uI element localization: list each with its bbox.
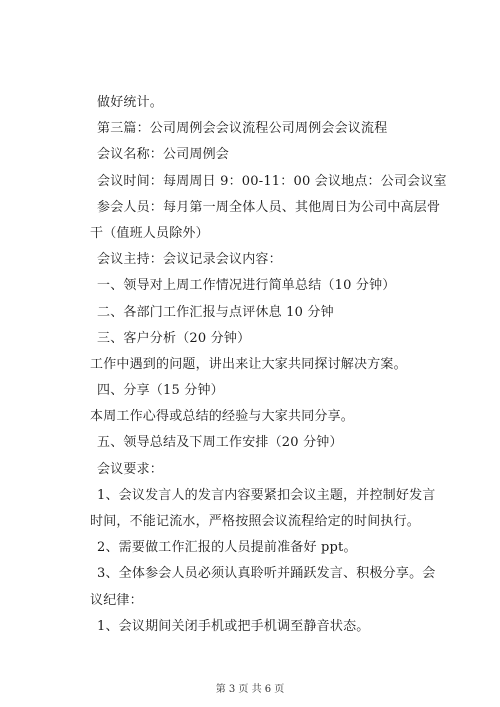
text-line: 会议主持：会议记录会议内容： (97, 252, 282, 268)
text-line: 工作中遇到的问题，讲出来让大家共同探讨解决方案。 (90, 356, 407, 372)
list-item: 3、全体参会人员必须认真聆听并踊跃发言、积极分享。会 (97, 566, 436, 582)
text-line: 干（值班人员除外） (90, 225, 209, 241)
page-number-footer: 第 3 页 共 6 页 (215, 684, 285, 695)
text-line: 议纪律： (90, 592, 143, 608)
text-line: 时间，不能记流水，严格按照会议流程给定的时间执行。 (90, 514, 421, 529)
text-line: 会议要求： (97, 461, 164, 477)
list-item: 二、各部门工作汇报与点评休息 10 分钟 (97, 304, 334, 320)
text-line: 做好统计。 (97, 95, 164, 110)
list-item: 一、领导对上周工作情况进行简单总结（10 分钟） (97, 278, 396, 294)
section-heading: 第三篇：公司周例会会议流程公司周例会会议流程 (97, 121, 388, 137)
list-item: 1、会议发言人的发言内容要紧扣会议主题，并控制好发言 (97, 487, 436, 503)
list-item: 三、客户分析（20 分钟） (97, 330, 251, 346)
text-line: 参会人员：每月第一周全体人员、其他周日为公司中高层骨 (97, 199, 441, 215)
list-item: 五、领导总结及下周工作安排（20 分钟） (97, 435, 343, 451)
text-line: 本周工作心得或总结的经验与大家共同分享。 (90, 409, 355, 425)
text-line: 会议时间：每周周日 9：00-11：00 会议地点：公司会议室 (97, 173, 447, 189)
list-item: 2、需要做工作汇报的人员提前准备好 ppt。 (97, 540, 357, 556)
document-body (90, 90, 447, 640)
list-item: 四、分享（15 分钟） (97, 383, 224, 399)
text-line: 会议名称：公司周例会 (97, 147, 230, 163)
list-item: 1、会议期间关闭手机或把手机调至静音状态。 (97, 618, 370, 634)
